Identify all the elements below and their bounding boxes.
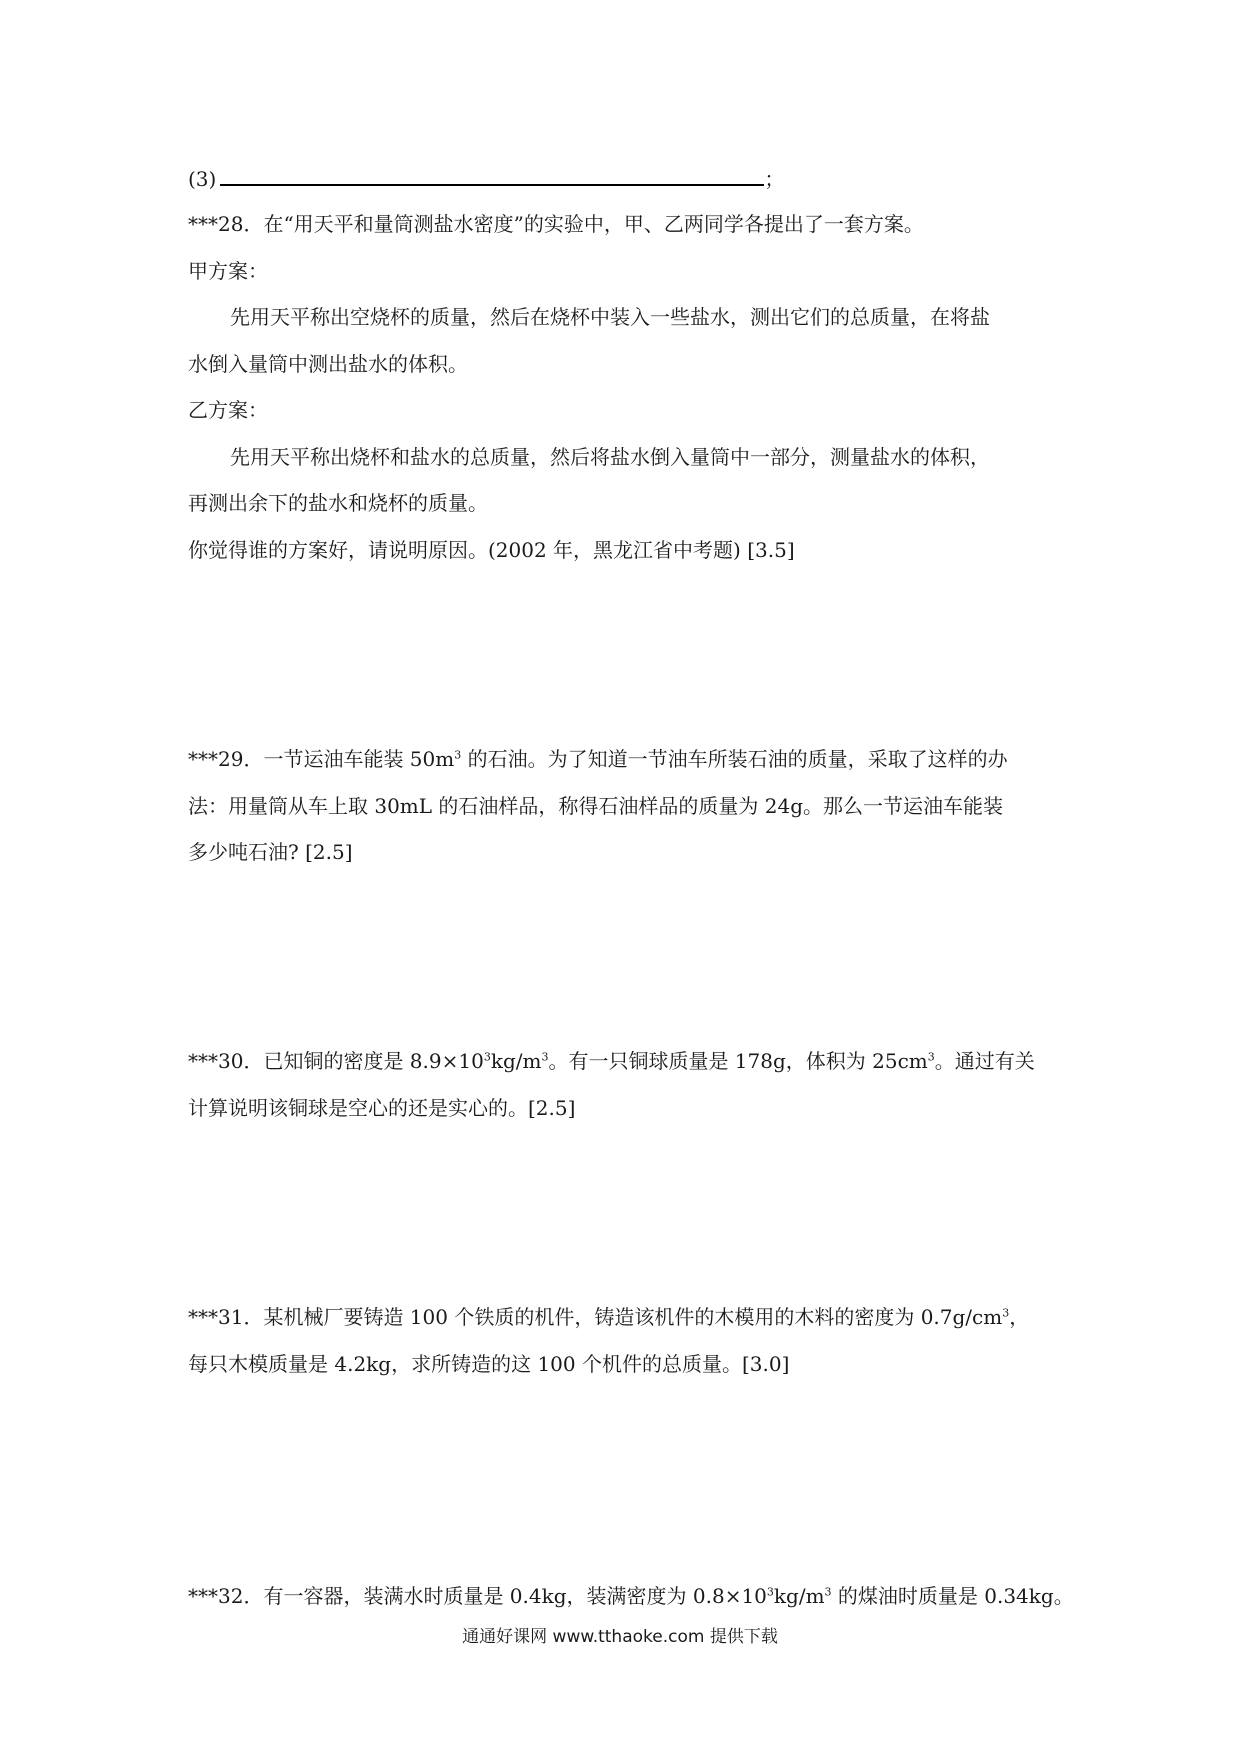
q31-superscript: 3	[1002, 1306, 1010, 1320]
q29-superscript: 3	[454, 748, 462, 762]
plan-a-line-1: 先用天平称出空烧杯的质量，然后在烧杯中装入一些盐水，测出它们的总质量，在将盐	[230, 305, 990, 329]
q32-text-b: kg/m	[773, 1584, 825, 1608]
item-3-end: ；	[764, 167, 785, 191]
q31-text-b: ，	[1009, 1305, 1030, 1329]
answer-blank[interactable]	[220, 164, 764, 186]
question-32-line-1	[188, 1582, 1074, 1610]
question-31-line-2: 每只木模质量是 4.2kg，求所铸造的这 100 个机件的总质量。[3.0]	[188, 1352, 790, 1376]
question-30-line-1	[188, 1047, 1035, 1075]
item-3-label: (3)	[188, 167, 217, 191]
q30-text-b: kg/m	[490, 1049, 542, 1073]
q32-text-a: ***32．有一容器，装满水时质量是 0.4kg，装满密度为 0.8×10	[188, 1584, 767, 1608]
q30-superscript-3: 3	[927, 1050, 935, 1064]
q29-text-a: ***29．一节运油车能装 50m	[188, 747, 455, 771]
plan-b-title: 乙方案：	[188, 398, 268, 422]
question-30-line-2: 计算说明该铜球是空心的还是实心的。[2.5]	[188, 1096, 576, 1120]
plan-a-line-2: 水倒入量筒中测出盐水的体积。	[188, 352, 468, 376]
q32-superscript-1: 3	[766, 1585, 774, 1599]
page-footer: 通通好课网 www.tthaoke.com 提供下载	[462, 1627, 778, 1647]
q30-text-c: 。有一只铜球质量是 178g，体积为 25cm	[548, 1049, 928, 1073]
item-3-line	[188, 164, 784, 193]
question-29-line-1	[188, 745, 1008, 773]
q30-superscript-2: 3	[541, 1050, 549, 1064]
q30-text-a: ***30．已知铜的密度是 8.9×10	[188, 1049, 484, 1073]
plan-b-line-2: 再测出余下的盐水和烧杯的质量。	[188, 491, 488, 515]
question-28-prompt: 你觉得谁的方案好，请说明原因。(2002 年，黑龙江省中考题) [3.5]	[188, 538, 795, 562]
question-28-line-1: ***28．在“用天平和量筒测盐水密度”的实验中，甲、乙两同学各提出了一套方案。	[188, 212, 924, 236]
question-31-line-1	[188, 1303, 1029, 1331]
question-29-line-2: 法：用量筒从车上取 30mL 的石油样品，称得石油样品的质量为 24g。那么一节运油车能装	[188, 794, 1004, 818]
plan-b-line-1: 先用天平称出烧杯和盐水的总质量，然后将盐水倒入量筒中一部分，测量盐水的体积，	[230, 445, 990, 469]
question-29-line-3: 多少吨石油? [2.5]	[188, 840, 353, 864]
q30-superscript-1: 3	[483, 1050, 491, 1064]
q29-text-b: 的石油。为了知道一节油车所装石油的质量，采取了这样的办	[461, 747, 1008, 771]
q32-superscript-2: 3	[824, 1585, 832, 1599]
q30-text-d: 。通过有关	[934, 1049, 1035, 1073]
q32-text-c: 的煤油时质量是 0.34kg。	[831, 1584, 1074, 1608]
plan-a-title: 甲方案：	[188, 259, 268, 283]
q31-text-a: ***31．某机械厂要铸造 100 个铁质的机件，铸造该机件的木模用的木料的密度为 0.7g/cm	[188, 1305, 1003, 1329]
